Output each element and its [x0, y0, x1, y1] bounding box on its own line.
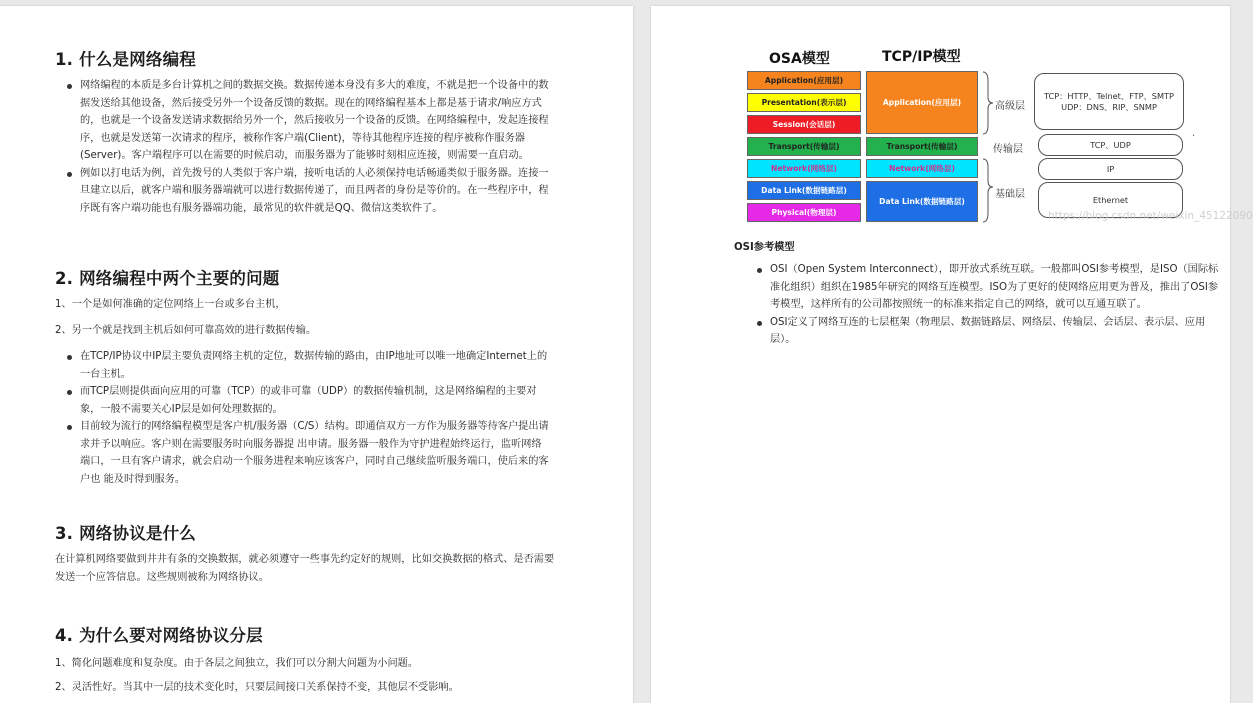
section-3-paragraph: 在计算机网络要做到井井有条的交换数据，就必须遵守一些事先约定好的规则，比如交换数据的格式、是否需要发送一个应答信息。这些规则被称为网络协议。 — [55, 554, 555, 583]
section-2-point-2: 2、另一个就是找到主机后如何可靠高效的进行数据传输。 — [55, 325, 317, 336]
document-page-left — [0, 6, 633, 703]
protocol-box-application: TCP：HTTP、Telnet、FTP、SMTP UDP：DNS、RIP、SNMP — [1034, 73, 1184, 130]
osi-layer-session: Session(会话层) — [747, 115, 861, 134]
osi-list — [745, 261, 1225, 349]
list-item: OSI（Open System Interconnect），即开放式系统互联。一般都叫OSI参考模型，是ISO（国际标准化组织）组织在1985年研究的网络互连模型。ISO为了更好的使网络应用更为普及，推出了OSI参考模型，这样所有的公司都按照统一的标准来指定自己的网络，就可以互通互联了。 — [745, 261, 1225, 314]
osi-layer-transport: Transport(传输层) — [747, 137, 861, 156]
list-item: 目前较为流行的网络编程模型是客户机/服务器（C/S）结构。即通信双方一方作为服务器等待客户提出请求并予以响应。客户则在需要服务时向服务器提 出申请。服务器一般作为守护进程始终运行，监听网络端口，一旦有客户请求，就会启动一个服务进程来响应该客户，同时自己继续监听服务端口，使后来的客户也 能及时得到服务。 — [55, 418, 550, 488]
osi-layer-datalink: Data Link(数据链路层) — [747, 181, 861, 200]
stray-dot: . — [1192, 128, 1196, 139]
tcpip-layer-network: Network(网络层) — [866, 159, 978, 178]
section-1-list — [55, 77, 550, 217]
osi-layer-physical: Physical(物理层) — [747, 203, 861, 222]
osi-tcpip-diagram — [741, 34, 1253, 222]
section-4-point-1: 1、简化问题难度和复杂度。由于各层之间独立，我们可以分割大问题为小问题。 — [55, 658, 419, 669]
document-page-right — [651, 6, 1253, 703]
section-title-4: 4. 为什么要对网络协议分层 — [55, 626, 263, 645]
bullet-icon — [757, 321, 762, 326]
list-item: OSI定义了网络互连的七层框架（物理层、数据链路层、网络层、传输层、会话层、表示层、应用层）。 — [745, 314, 1225, 349]
list-item: 而TCP层则提供面向应用的可靠（TCP）的或非可靠（UDP）的数据传输机制，这是网络编程的主要对象，一般不需要关心IP层是如何处理数据的。 — [55, 383, 550, 418]
watermark: https://blog.csdn.net/weixin_45122090 — [1048, 210, 1253, 222]
osa-model-title: OSA模型 — [769, 51, 830, 67]
label-transport-layer: 传输层 — [993, 144, 1023, 155]
bullet-icon — [67, 390, 72, 395]
label-base-layers: 基础层 — [995, 189, 1025, 200]
osi-layer-presentation: Presentation(表示层) — [747, 93, 861, 112]
list-item: 网络编程的本质是多台计算机之间的数据交换。数据传递本身没有多大的难度，不就是把一个设备中的数据发送给其他设备，然后接受另外一个设备反馈的数据。现在的网络编程基本上都是基于请求/响应方式的，也就是一个设备发送请求数据给另外一个，然后接收另一个设备的反馈。在网络编程中，发起连接程序，也就是发送第一次请求的程序，被称作客户端(Client)，等待其他程序连接的程序被称作服务器(Server)。客户端程序可以在需要的时候启动，而服务器为了能够时刻相应连接，则需要一直启动。 — [55, 77, 550, 165]
section-2-list — [55, 348, 550, 488]
section-title-1: 1. 什么是网络编程 — [55, 50, 196, 69]
tcpip-model-title: TCP/IP模型 — [882, 49, 961, 65]
bullet-icon — [757, 268, 762, 273]
tcpip-layer-transport: Transport(传输层) — [866, 137, 978, 156]
label-upper-layers: 高级层 — [995, 101, 1025, 112]
tcpip-layer-datalink: Data Link(数据链路层) — [866, 181, 978, 222]
osi-layer-application: Application(应用层) — [747, 71, 861, 90]
section-2-point-1: 1、一个是如何准确的定位网络上一台或多台主机， — [55, 299, 286, 310]
bullet-icon — [67, 425, 72, 430]
tcpip-layer-application: Application(应用层) — [866, 71, 978, 134]
osi-layer-network: Network(网络层) — [747, 159, 861, 178]
protocol-box-link: Ethernet — [1038, 182, 1183, 218]
protocol-box-network: IP — [1038, 158, 1183, 180]
bullet-icon — [67, 84, 72, 89]
section-4-point-2: 2、灵活性好。当其中一层的技术变化时，只要层间接口关系保持不变，其他层不受影响。 — [55, 682, 459, 693]
bullet-icon — [67, 172, 72, 177]
bullet-icon — [67, 355, 72, 360]
section-title-3: 3. 网络协议是什么 — [55, 524, 196, 543]
protocol-box-transport: TCP、UDP — [1038, 134, 1183, 156]
diagram-caption: OSI参考模型 — [734, 242, 795, 253]
list-item: 例如以打电话为例，首先拨号的人类似于客户端，接听电话的人必须保持电话畅通类似于服务器。连接一旦建立以后，就客户端和服务器端就可以进行数据传递了，而且两者的身份是等价的。在一些程序中，程序既有客户端功能也有服务器端功能，最常见的软件就是QQ、微信这类软件了。 — [55, 165, 550, 218]
list-item: 在TCP/IP协议中IP层主要负责网络主机的定位，数据传输的路由，由IP地址可以唯一地确定Internet上的一台主机。 — [55, 348, 550, 383]
section-title-2: 2. 网络编程中两个主要的问题 — [55, 269, 280, 288]
